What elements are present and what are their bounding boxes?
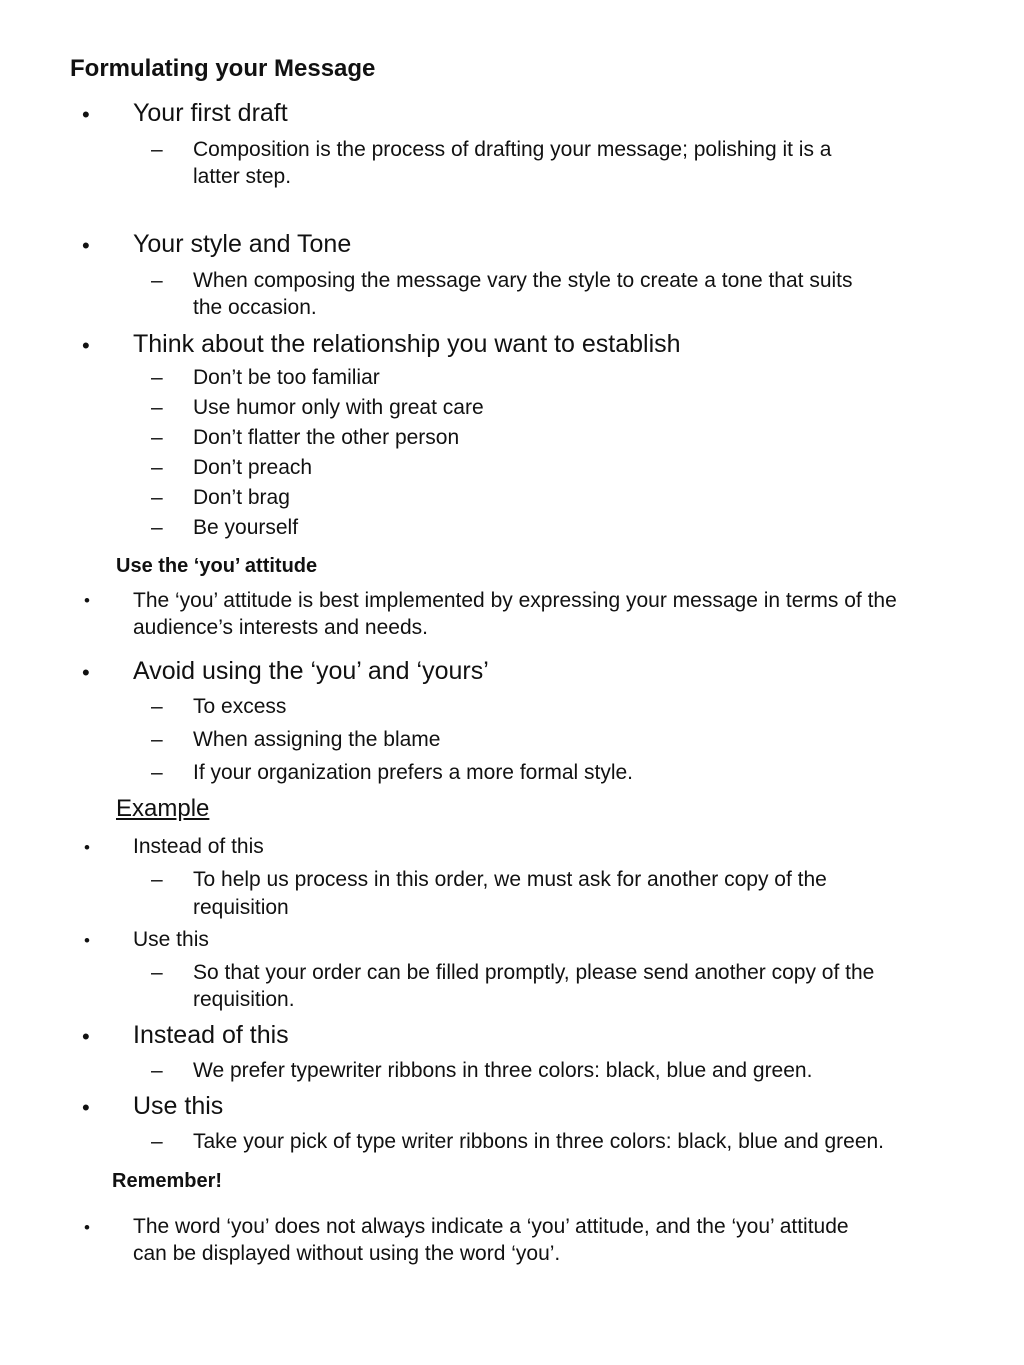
dash-marker: – [151, 868, 163, 891]
style-tone-item-line2: the occasion. [193, 296, 317, 319]
page-title: Formulating your Message [70, 55, 376, 82]
example-instead-label: Instead of this [133, 835, 264, 858]
heading-remember: Remember! [112, 1170, 223, 1192]
bullet-marker: • [84, 931, 90, 950]
example-use-text-2: Take your pick of type writer ribbons in three colors: black, blue and green. [193, 1130, 885, 1153]
bullet-marker: • [84, 1218, 90, 1237]
dash-marker: – [151, 269, 163, 292]
avoid-item: To excess [193, 695, 287, 718]
avoid-item: If your organization prefers a more formal style. [193, 761, 634, 784]
relationship-item: Be yourself [193, 516, 299, 539]
relationship-item: Don’t be too familiar [193, 366, 380, 389]
example-instead-label-2: Instead of this [133, 1021, 289, 1049]
relationship-item: Don’t brag [193, 486, 290, 509]
section-heading-avoid: Avoid using the ‘you’ and ‘yours’ [133, 657, 489, 685]
example-instead-text-2: We prefer typewriter ribbons in three colors: black, blue and green. [193, 1059, 813, 1082]
dash-marker: – [151, 1059, 163, 1082]
dash-marker: – [151, 761, 163, 784]
heading-example: Example [116, 795, 210, 822]
remember-text-line2: can be displayed without using the word ‘you’. [133, 1242, 561, 1265]
you-attitude-text-line2: audience’s interests and needs. [133, 616, 428, 639]
dash-marker: – [151, 486, 163, 509]
bullet-marker: • [84, 838, 90, 857]
relationship-item: Don’t preach [193, 456, 313, 479]
example-instead-text-line1: To help us process in this order, we must ask for another copy of the [193, 868, 827, 891]
bullet-marker: • [84, 591, 90, 610]
bullet-marker: • [82, 1024, 90, 1049]
example-use-text-line1: So that your order can be filled promptly, please send another copy of the [193, 961, 875, 984]
example-use-label-2: Use this [133, 1092, 224, 1120]
bullet-marker: • [82, 1095, 90, 1120]
relationship-item: Use humor only with great care [193, 396, 484, 419]
dash-marker: – [151, 1130, 163, 1153]
you-attitude-text-line1: The ‘you’ attitude is best implemented by expressing your message in terms of the [133, 589, 897, 612]
style-tone-item-line1: When composing the message vary the style to create a tone that suits [193, 269, 853, 292]
dash-marker: – [151, 728, 163, 751]
section-heading-relationship: Think about the relationship you want to establish [133, 330, 681, 358]
bullet-marker: • [82, 102, 90, 127]
bullet-marker: • [82, 660, 90, 685]
dash-marker: – [151, 426, 163, 449]
heading-you-attitude: Use the ‘you’ attitude [116, 555, 318, 577]
bullet-marker: • [82, 233, 90, 258]
dash-marker: – [151, 366, 163, 389]
relationship-item: Don’t flatter the other person [193, 426, 460, 449]
dash-marker: – [151, 138, 163, 161]
dash-marker: – [151, 516, 163, 539]
example-instead-text-line2: requisition [193, 896, 289, 919]
avoid-item: When assigning the blame [193, 728, 441, 751]
first-draft-item-line2: latter step. [193, 165, 292, 188]
example-use-label: Use this [133, 928, 209, 951]
dash-marker: – [151, 695, 163, 718]
section-heading-first-draft: Your first draft [133, 99, 288, 127]
example-use-text-line2: requisition. [193, 988, 295, 1011]
dash-marker: – [151, 961, 163, 984]
dash-marker: – [151, 456, 163, 479]
first-draft-item-line1: Composition is the process of drafting your message; polishing it is a [193, 138, 832, 161]
bullet-marker: • [82, 333, 90, 358]
dash-marker: – [151, 396, 163, 419]
section-heading-style-tone: Your style and Tone [133, 230, 352, 258]
remember-text-line1: The word ‘you’ does not always indicate a ‘you’ attitude, and the ‘you’ attitude [133, 1215, 849, 1238]
